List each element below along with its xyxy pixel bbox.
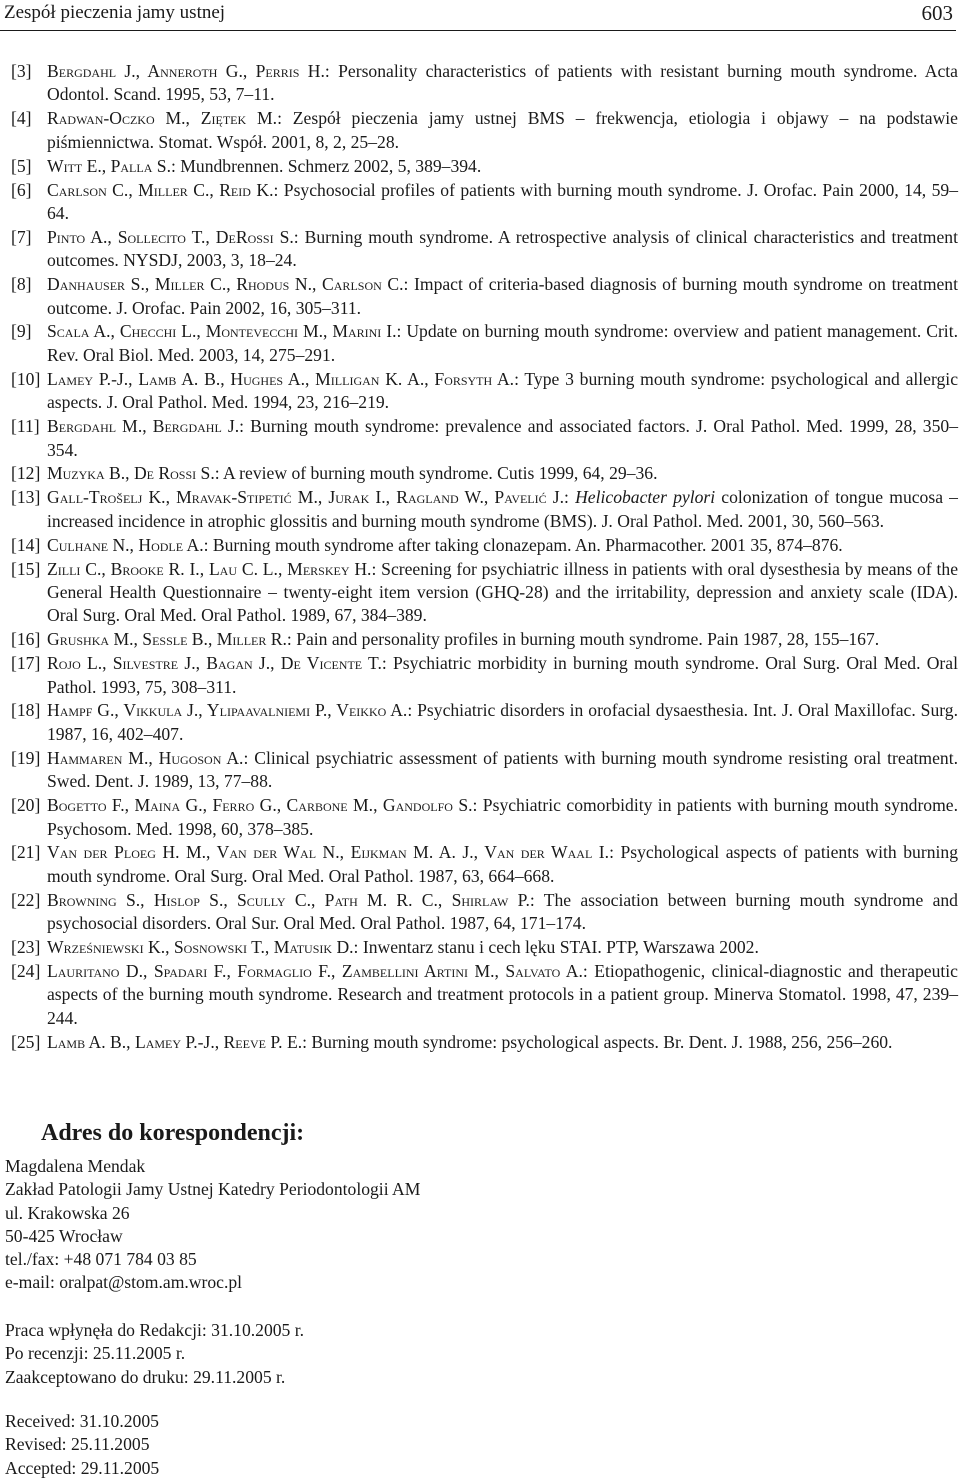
correspondence-name: Magdalena Mendak — [5, 1156, 146, 1176]
reference-authors: Culhane N., Hodle A. — [47, 534, 204, 555]
correspondence-heading: Adres do korespondencji: — [41, 1120, 305, 1146]
reference-item — [0, 960, 958, 1030]
reference-item — [0, 415, 958, 462]
reference-text: : Clinical psychiatric assessment of patients with burning mouth syndrome resisting oral treatment. Swed. Dent. J. 1989, 13, 77–88. — [47, 747, 958, 792]
correspondence-institution: Zakład Patologii Jamy Ustnej Katedry Periodontologii AM — [5, 1179, 421, 1200]
date-revised-pl: Po recenzji: 25.11.2005 r. — [5, 1343, 186, 1364]
reference-italic-term: Helicobacter pylori — [575, 487, 716, 508]
reference-text: : Impact of criteria-based diagnosis of burning mouth syndrome on treatment outcome. J. Orofac. Pain 2002, 16, 305–311. — [47, 274, 958, 318]
reference-item — [0, 699, 958, 746]
reference-item — [0, 226, 958, 273]
reference-text: : Pain and personality profiles in burning mouth syndrome. Pain 1987, 28, 155–167. — [286, 629, 880, 650]
reference-number: [15] — [11, 558, 41, 579]
reference-text: colonization of tongue mucosa – increased incidence in atrophic glossitis and burning mouth syndrome (BMS). J. Oral Pathol. Med. 2001, 30, 560–563. — [47, 487, 958, 531]
reference-number: [19] — [11, 747, 41, 768]
reference-authors: Witt E., Palla S. — [47, 155, 171, 176]
reference-number: [5] — [11, 155, 32, 176]
reference-text: : Mundbrennen. Schmerz 2002, 5, 389–394. — [170, 155, 482, 176]
reference-authors: Bergdahl J., Anneroth G., Perris H. — [47, 61, 325, 81]
reference-authors: Pinto A., Sollecito T., DeRossi S. — [47, 226, 294, 247]
reference-item — [0, 1031, 958, 1054]
reference-text: : Burning mouth syndrome after taking clonazepam. An. Pharmacother. 2001 35, 874–876. — [203, 534, 843, 555]
date-accepted-pl: Zaakceptowano do druku: 29.11.2005 r. — [5, 1366, 286, 1387]
reference-text: : Update on burning mouth syndrome: overview and patient management. Crit. Rev. Oral Biol. Med. 2003, 14, 275–291. — [47, 321, 958, 365]
reference-authors: Lamey P.-J., Lamb A. B., Hughes A., Milligan K. A., Forsyth A. — [47, 368, 515, 389]
date-received-en: Received: 31.10.2005 — [5, 1411, 159, 1431]
date-revised-en: Revised: 25.11.2005 — [5, 1434, 150, 1455]
reference-authors: Hammaren M., Hugoson A. — [47, 747, 244, 768]
reference-number: [24] — [11, 960, 41, 981]
reference-authors: Lauritano D., Spadari F., Formaglio F., Zambellini Artini M., Salvato A. — [47, 960, 583, 981]
date-received-pl: Praca wpłynęła do Redakcji: 31.10.2005 r. — [5, 1320, 305, 1340]
reference-number: [11] — [11, 416, 40, 437]
reference-number: [17] — [11, 653, 41, 674]
reference-text: : Zespół pieczenia jamy ustnej BMS – frekwencja, etiologia i objawy – na podstawie piśmiennictwa. Stomat. Współ. 2001, 8, 2, 25–28. — [47, 108, 958, 152]
reference-text: : The association between burning mouth syndrome and psychosocial disorders. Oral Sur. Oral Med. Oral Pathol. 1987, 64, 171–174. — [47, 889, 958, 934]
reference-number: [6] — [11, 179, 32, 200]
reference-item — [0, 486, 958, 533]
reference-item — [0, 179, 958, 226]
reference-authors: Van der Ploeg H. M., Van der Wal N., Eijkman M. A. J., Van der Waal I. — [47, 842, 610, 863]
reference-text: : Screening for psychiatric illness in patients with oral dysesthesia by means of the General Health Questionnaire – twenty-eight item version (GHQ-28) and the irritability, depression and anxiety scale (IDA). Oral Surg. Oral Med. Oral Pathol. 1989, 67, 384–389. — [47, 558, 958, 626]
reference-number: [10] — [11, 368, 41, 389]
reference-authors: Muzyka B., De Rossi S. — [47, 463, 215, 484]
reference-text: : A review of burning mouth syndrome. Cutis 1999, 64, 29–36. — [214, 463, 658, 484]
reference-number: [23] — [11, 937, 41, 958]
reference-number: [18] — [11, 700, 41, 721]
reference-item — [0, 462, 958, 485]
running-header — [0, 0, 956, 31]
reference-text: : Psychosocial profiles of patients with burning mouth syndrome. J. Orofac. Pain 2000, 14, 59–64. — [47, 179, 958, 223]
reference-item — [0, 628, 958, 651]
date-accepted-en: Accepted: 29.11.2005 — [5, 1457, 160, 1478]
correspondence-email: e-mail: oralpat@stom.am.wroc.pl — [5, 1272, 243, 1293]
reference-text: : Psychological aspects of patients with burning mouth syndrome. Oral Surg. Oral Med. Oral Pathol. 1987, 63, 664–668. — [47, 842, 958, 886]
reference-number: [4] — [11, 108, 32, 129]
reference-authors: Danhauser S., Miller C., Rhodus N., Carlson C. — [47, 274, 404, 295]
reference-item — [0, 841, 958, 888]
reference-item — [0, 936, 958, 959]
reference-item — [0, 794, 958, 841]
reference-text: : Inwentarz stanu i cech lęku STAI. PTP, Warszawa 2002. — [353, 937, 759, 958]
reference-text: : Burning mouth syndrome: prevalence and associated factors. J. Oral Pathol. Med. 1999, 28, 350–354. — [47, 416, 958, 460]
reference-list — [0, 60, 958, 1055]
reference-item — [0, 652, 958, 699]
reference-number: [7] — [11, 226, 32, 247]
reference-item — [0, 558, 958, 628]
running-title: Zespół pieczenia jamy ustnej — [4, 2, 226, 23]
reference-authors: Radwan-Oczko M., Ziętek M. — [47, 108, 278, 129]
reference-item — [0, 747, 958, 794]
reference-number: [14] — [11, 534, 41, 555]
reference-text: : Psychiatric disorders in orofacial dysaesthesia. Int. J. Oral Maxillofac. Surg. 1987, 16, 402–407. — [47, 700, 958, 744]
reference-authors: Carlson C., Miller C., Reid K. — [47, 179, 274, 200]
reference-number: [3] — [11, 61, 32, 81]
reference-authors: Wrześniewski K., Sosnowski T., Matusik D. — [47, 937, 354, 958]
reference-text: : Psychiatric morbidity in burning mouth syndrome. Oral Surg. Oral Med. Oral Pathol. 1993, 75, 308–311. — [47, 653, 958, 697]
correspondence-address — [5, 1155, 420, 1295]
reference-authors: Bergdahl M., Bergdahl J. — [47, 416, 240, 437]
correspondence-phone: tel./fax: +48 071 784 03 85 — [5, 1249, 197, 1270]
reference-item — [0, 320, 958, 367]
reference-number: [9] — [11, 321, 32, 342]
reference-item — [0, 155, 958, 178]
reference-authors: Browning S., Hislop S., Scully C., Path M. R. C., Shirlaw P. — [47, 889, 530, 910]
reference-authors: Bogetto F., Maina G., Ferro G., Carbone M., Gandolfo S. — [47, 795, 473, 816]
reference-number: [20] — [11, 795, 41, 816]
reference-number: [25] — [11, 1031, 41, 1052]
reference-authors: Gall-Trošelj K., Mravak-Stipetić M., Jurak I., Ragland W., Pavelić J. — [47, 487, 565, 508]
reference-item — [0, 368, 958, 415]
correspondence-street: ul. Krakowska 26 — [5, 1202, 130, 1223]
submission-dates-english — [5, 1410, 159, 1480]
page-number: 603 — [921, 1, 953, 25]
reference-text: : Type 3 burning mouth syndrome: psychological and allergic aspects. J. Oral Pathol. Med. 1994, 23, 216–219. — [47, 368, 959, 413]
reference-number: [21] — [11, 842, 41, 863]
reference-number: [12] — [11, 463, 41, 484]
reference-number: [22] — [11, 889, 41, 910]
reference-item — [0, 60, 958, 107]
reference-item — [0, 107, 958, 154]
reference-text: : — [564, 487, 576, 508]
reference-text: : Psychiatric comorbidity in patients with burning mouth syndrome. Psychosom. Med. 1998, 60, 378–385. — [47, 795, 959, 839]
reference-authors: Rojo L., Silvestre J., Bagan J., De Vicente T. — [47, 653, 382, 674]
reference-authors: Grushka M., Sessle B., Miller R. — [47, 629, 287, 650]
correspondence-city: 50-425 Wrocław — [5, 1225, 123, 1246]
reference-number: [8] — [11, 274, 32, 295]
reference-authors: Hampf G., Vikkula J., Ylipaavalniemi P., Veikko A. — [47, 700, 408, 721]
reference-authors: Zilli C., Brooke R. I., Lau C. L., Merskey H. — [47, 558, 372, 579]
reference-text: : Personality characteristics of patients with resistant burning mouth syndrome. Acta Odontol. Scand. 1995, 53, 7–11. — [47, 61, 958, 105]
reference-authors: Scala A., Checchi L., Montevecchi M., Marini I. — [47, 321, 397, 342]
submission-dates-polish — [5, 1319, 304, 1389]
reference-item — [0, 273, 958, 320]
reference-item — [0, 534, 958, 557]
reference-text: : Etiopathogenic, clinical-diagnostic and therapeutic aspects of the burning mouth syndrome. Research and treatment protocols in a patient group. Minerva Stomatol. 1998, 47, 239–244. — [47, 960, 958, 1028]
reference-item — [0, 889, 958, 936]
reference-text: : Burning mouth syndrome: psychological aspects. Br. Dent. J. 1988, 256, 256–260. — [302, 1031, 893, 1052]
reference-text: : Burning mouth syndrome. A retrospective analysis of clinical characteristics and treatment outcomes. NYSDJ, 2003, 3, 18–24. — [47, 226, 958, 271]
reference-authors: Lamb A. B., Lamey P.-J., Reeve P. E. — [47, 1031, 303, 1052]
reference-number: [16] — [11, 629, 41, 650]
reference-number: [13] — [11, 487, 41, 508]
